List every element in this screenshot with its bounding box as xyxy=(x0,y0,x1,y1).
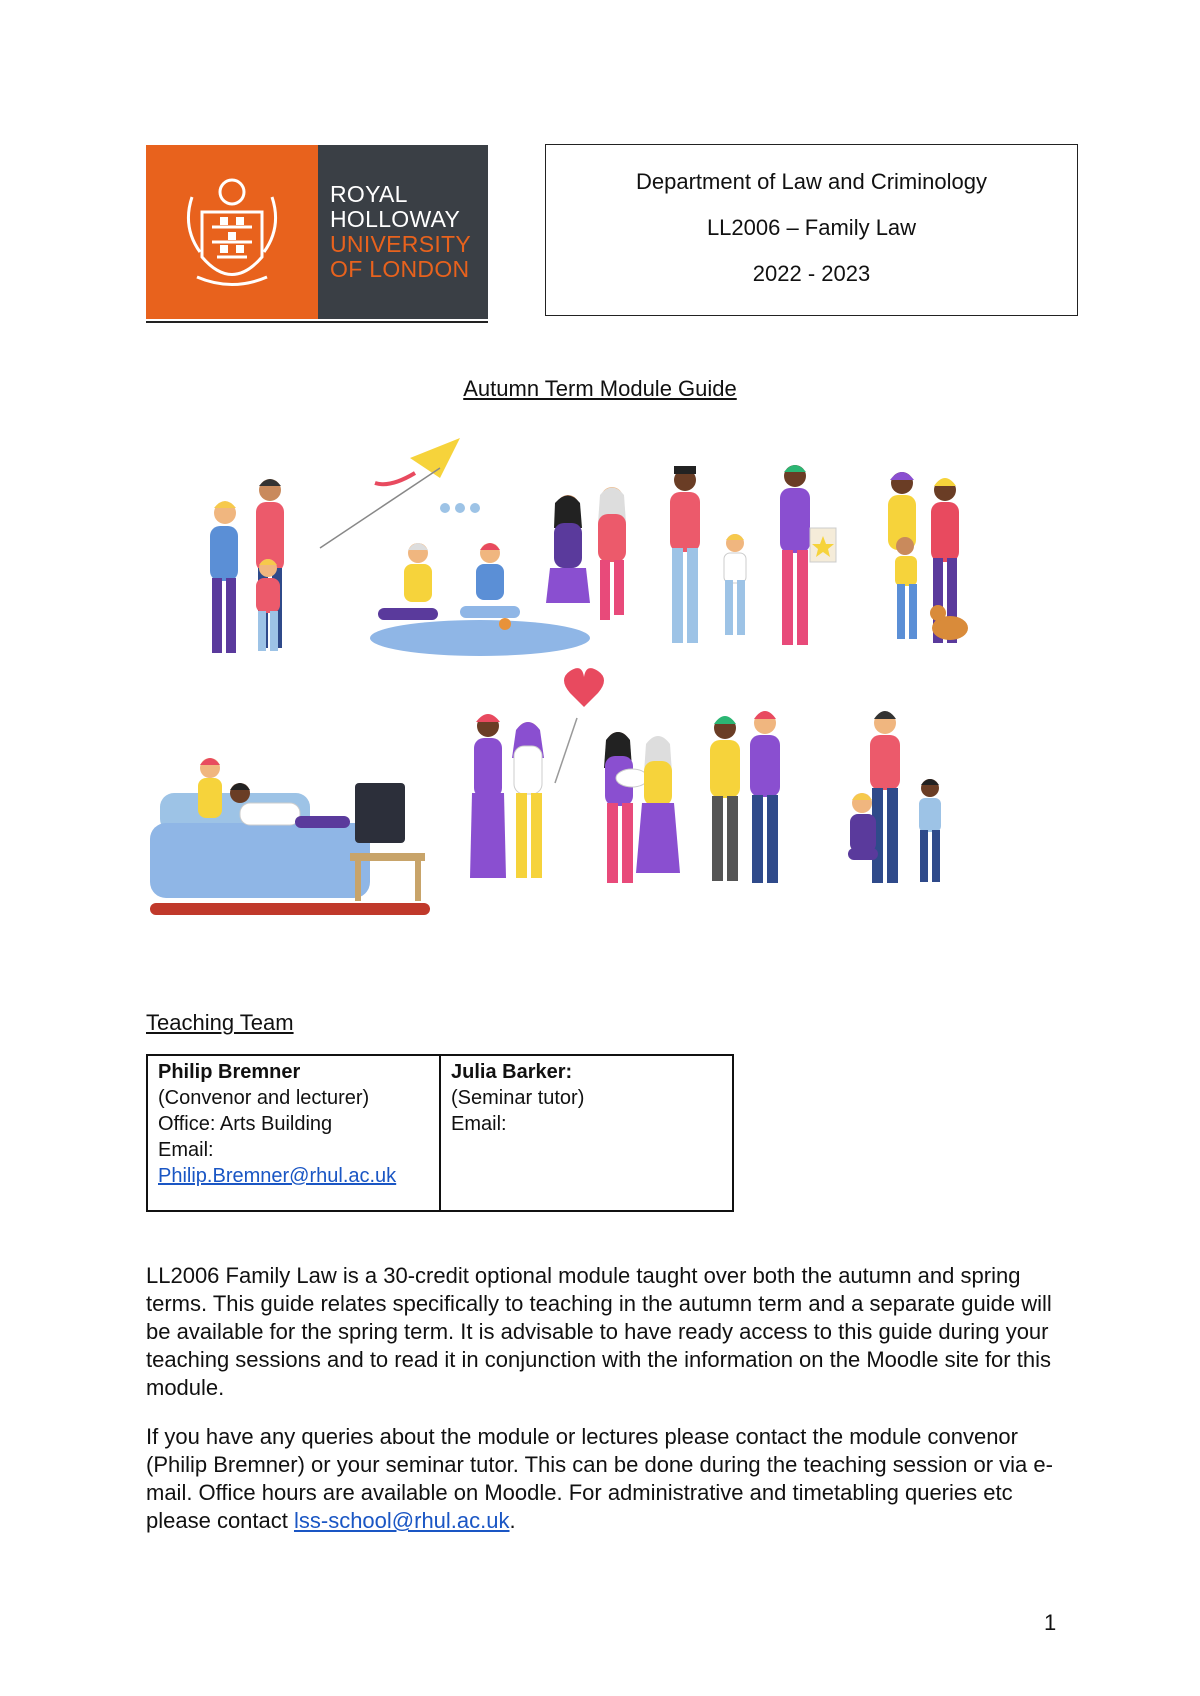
member-name: Julia Barker: xyxy=(451,1061,573,1083)
queries-text: If you have any queries about the module or lectures please contact the module convenor (Philip Bremner) or your seminar tutor. This can be done during the teaching session or via e-mail. Office hours are available on Moodle. For administrative and timetabling queries etc please contact xyxy=(146,1424,1053,1533)
member-email-label: Email: xyxy=(158,1139,214,1161)
teaching-team-table xyxy=(146,1054,734,1212)
module-info-box xyxy=(545,144,1078,316)
member-email-label: Email: xyxy=(451,1113,507,1135)
family-illustration-icon xyxy=(150,428,1050,993)
queries-paragraph xyxy=(146,1423,1066,1535)
member-role: (Convenor and lecturer) xyxy=(158,1087,370,1109)
module-code-title: LL2006 – Family Law xyxy=(706,215,917,240)
crest-icon xyxy=(146,145,318,319)
guide-title: Autumn Term Module Guide xyxy=(463,376,737,401)
queries-end: . xyxy=(509,1508,516,1533)
logo-line-of-london: OF LONDON xyxy=(330,256,470,282)
logo-wordmark xyxy=(318,145,488,319)
member-email-link[interactable]: Philip.Bremner@rhul.ac.uk xyxy=(158,1165,397,1187)
logo-line-holloway: HOLLOWAY xyxy=(330,206,461,232)
page-number: 1 xyxy=(1044,1610,1057,1635)
logo-line-royal: ROYAL xyxy=(330,181,408,207)
teaching-team-heading: Teaching Team xyxy=(146,1010,294,1035)
university-logo xyxy=(146,145,488,319)
school-email-link[interactable]: lss-school@rhul.ac.uk xyxy=(293,1508,510,1533)
logo-underline-divider xyxy=(146,321,488,323)
member-role: (Seminar tutor) xyxy=(451,1087,585,1109)
table-row xyxy=(147,1055,733,1211)
academic-year: 2022 - 2023 xyxy=(752,261,871,286)
logo-line-university: UNIVERSITY xyxy=(330,231,472,257)
team-member-cell xyxy=(147,1055,440,1211)
department-name: Department of Law and Criminology xyxy=(636,169,987,194)
member-name: Philip Bremner xyxy=(158,1061,301,1083)
module-intro-paragraph: LL2006 Family Law is a 30-credit optional module taught over both the autumn and spring terms. This guide relates specifically to teaching in the autumn term and a separate guide will be available for the spring term. It is advisable to have ready access to this guide during your teaching sessions and to read it in conjunction with the information on the Moodle site for this module. xyxy=(146,1263,1052,1400)
team-member-cell xyxy=(440,1055,733,1211)
member-office: Office: Arts Building xyxy=(158,1113,333,1135)
